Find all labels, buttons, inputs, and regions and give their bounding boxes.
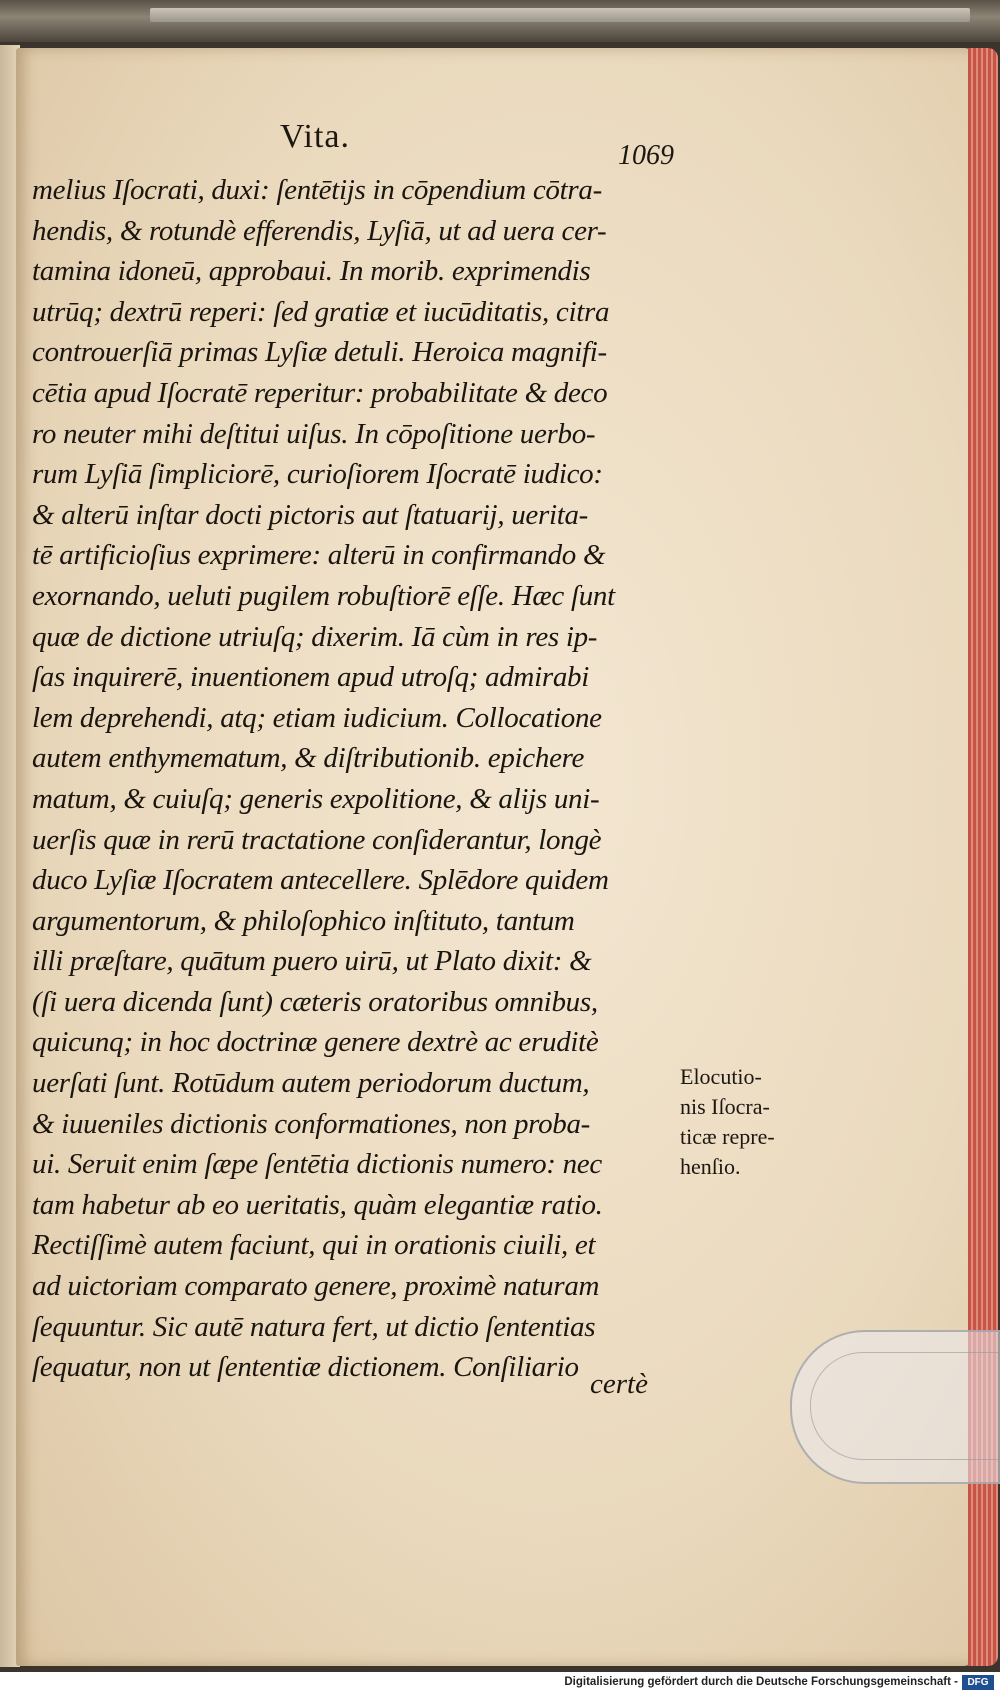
text-line: uerſis quæ in rerū tractatione conſiderantur, longè [32,823,602,856]
dfg-logo: DFG [962,1675,994,1690]
text-line: exornando, ueluti pugilem robuſtiorē eſſe. Hæc ſunt [32,579,615,612]
book-clamp-rail [150,8,970,22]
text-line: autem enthymematum, & diſtributionib. epichere [32,742,585,775]
funding-credit: Digitalisierung gefördert durch die Deutsche Forschungsgemeinschaft - [564,1676,958,1688]
text-line: rum Lyſiā ſimpliciorē, curioſiorem Iſocratē iudico: [32,458,603,491]
text-line: controuerſiā primas Lyſiæ detuli. Heroica magnifi- [32,336,607,369]
marginal-note-line: Elocutio- [680,1064,762,1089]
page-holder-clip-inner [810,1352,1000,1460]
marginal-note [680,1062,820,1182]
text-line: ſequuntur. Sic autē natura fert, ut dictio ſententias [32,1310,596,1343]
text-line: tamina idoneū, approbaui. In morib. exprimendis [32,255,591,288]
text-line: illi præſtare, quātum puero uirū, ut Plato dixit: & [32,945,592,978]
text-line: ad uictoriam comparato genere, proximè naturam [32,1270,600,1303]
page-number: 1069 [618,140,674,171]
text-line: & alterū inſtar docti pictoris aut ſtatuarij, uerita- [32,498,589,531]
text-line: ſas inquirerē, inuentionem apud utroſq; admirabi [32,661,589,694]
marginal-note-line: ticæ repre- [680,1124,775,1149]
text-line: hendis, & rotundè efferendis, Lyſiā, ut ad uera cer- [32,214,607,247]
text-line: uerſati ſunt. Rotūdum autem periodorum ductum, [32,1067,590,1100]
text-line: ui. Seruit enim ſæpe ſentētia dictionis numero: nec [32,1148,602,1181]
text-line: lem deprehendi, atq; etiam iudicium. Collocatione [32,701,602,734]
text-line: argumentorum, & philoſophico inſtituto, tantum [32,904,575,937]
text-line: quæ de dictione utriuſq; dixerim. Iā cùm in res ip- [32,620,598,653]
text-line: (ſi uera dicenda ſunt) cæteris oratoribus omnibus, [32,985,598,1018]
text-line: melius Iſocrati, duxi: ſentētijs in cōpendium cōtra- [32,174,602,206]
text-line: ro neuter mihi deſtitui uiſus. In cōpoſitione uerbo- [32,417,596,450]
text-line: cētia apud Iſocratē reperitur: probabilitate & deco [32,376,608,409]
body-text [32,170,692,1388]
marginal-note-line: nis Iſocra- [680,1094,770,1119]
text-line: duco Lyſiæ Iſocratem antecellere. Splēdore quidem [32,864,609,897]
text-line: matum, & cuiuſq; generis expolitione, & alijs uni- [32,782,600,815]
text-line: & iuueniles dictionis conformationes, non proba- [32,1107,591,1140]
text-line: Rectiſſimè autem faciunt, qui in orationis ciuili, et [32,1229,596,1262]
running-title: Vita. [280,118,350,155]
text-line: tē artificioſius exprimere: alterū in confirmando & [32,539,606,572]
catchword: certè [590,1368,648,1400]
marginal-note-line: henſio. [680,1154,741,1179]
text-line: tam habetur ab eo ueritatis, quàm elegantiæ ratio. [32,1188,603,1221]
text-line: utrūq; dextrū reperi: ſed gratiæ et iucūditatis, citra [32,295,610,328]
text-line: quicunq; in hoc doctrinæ genere dextrè ac eruditè [32,1026,599,1059]
text-line: ſequatur, non ut ſententiæ dictionem. Conſiliario [32,1351,579,1384]
